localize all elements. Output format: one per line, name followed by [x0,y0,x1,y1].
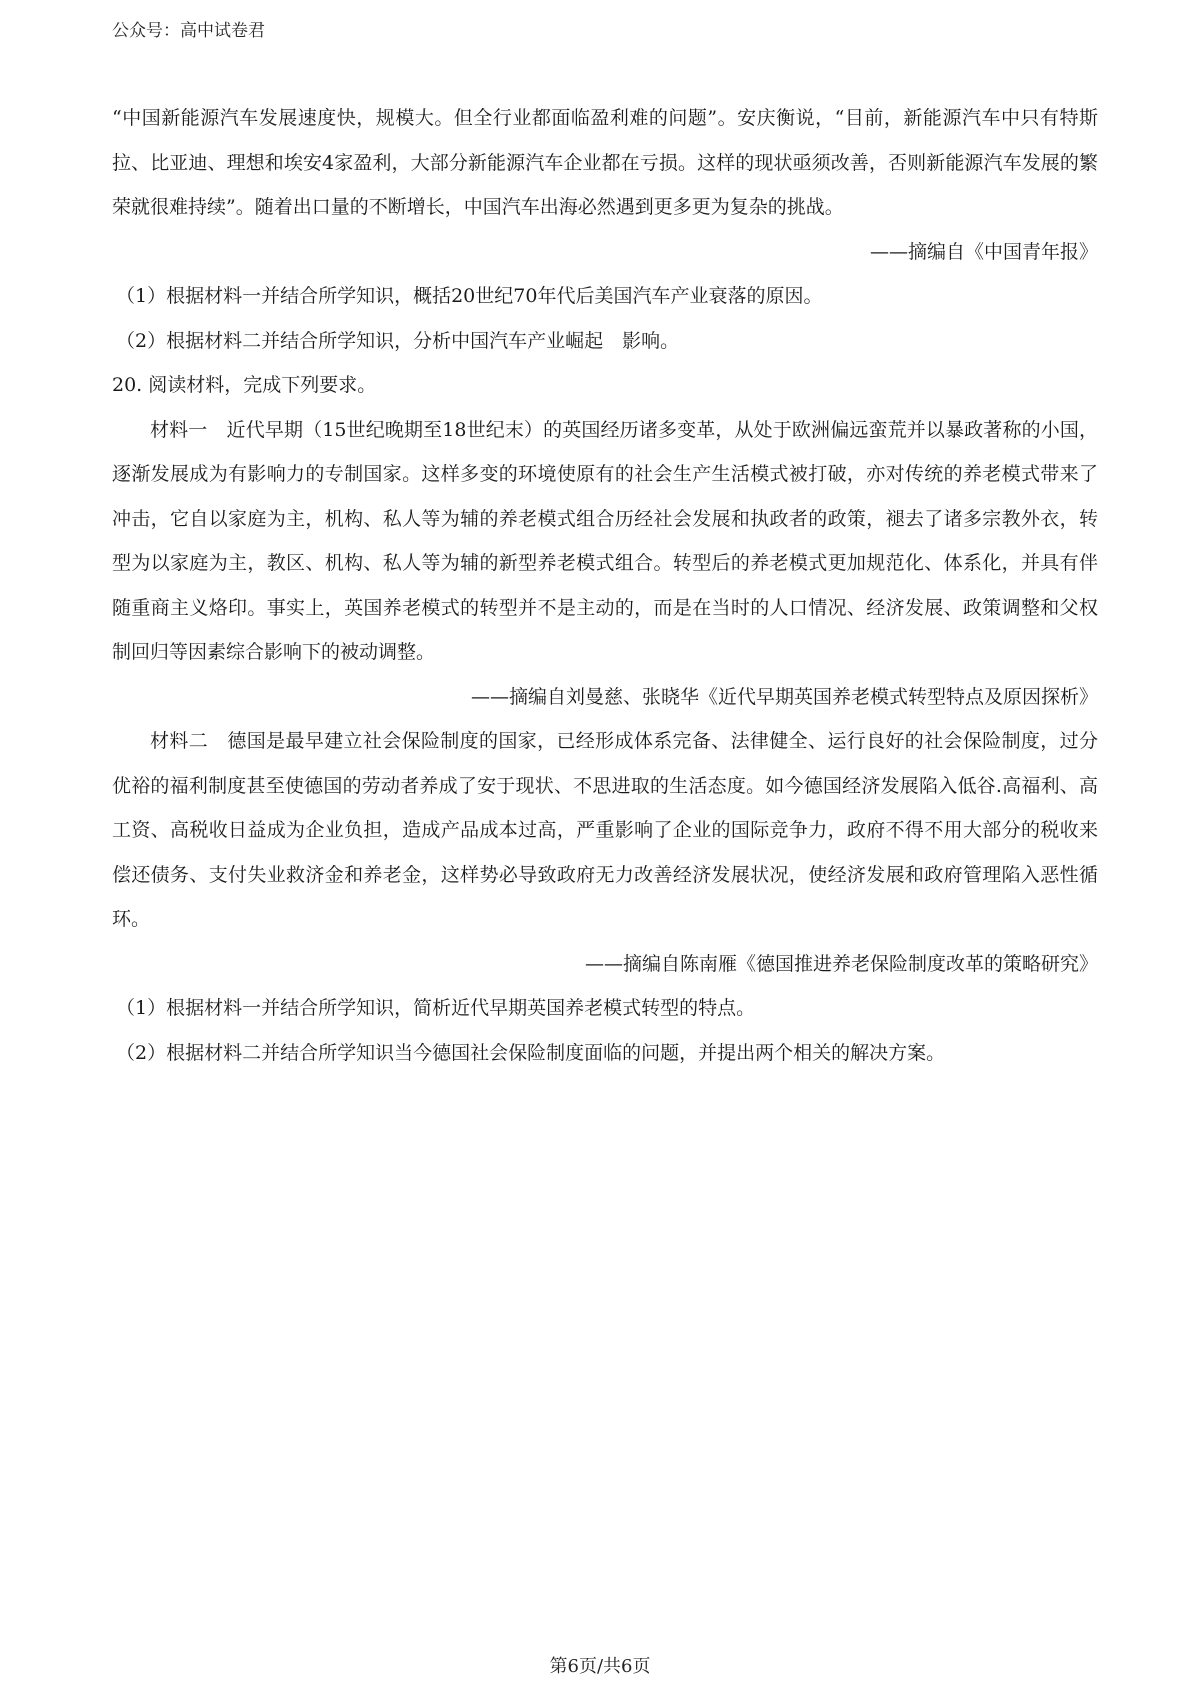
q20-material-1: 材料一 近代早期（15世纪晚期至18世纪末）的英国经历诸多变革，从处于欧洲偏远蛮荒并以暴政著称的小国，逐渐发展成为有影响力的专制国家。这样多变的环境使原有的社会生产生活模式被打破，亦对传统的养老模式带来了冲击，它自以家庭为主，机构、私人等为辅的养老模式组合历经社会发展和执政者的政策，褪去了诸多宗教外衣，转型为以家庭为主，教区、机构、私人等为辅的新型养老模式组合。转型后的养老模式更加规范化、体系化，并具有伴随重商主义烙印。事实上，英国养老模式的转型并不是主动的，而是在当时的人口情况、经济发展、政策调整和父权制回归等因素综合影响下的被动调整。 [112,418,1098,663]
q19-source-citation: ——摘编自《中国青年报》 [869,240,1098,263]
page-number: 第6页/共6页 [549,1656,651,1677]
q20-material-1-source: ——摘编自刘曼慈、张晓华《近代早期英国养老模式转型特点及原因探析》 [470,685,1098,708]
header-wechat-label: 公众号：高中试卷君 [112,21,265,41]
q20-title: 20. 阅读材料，完成下列要求。 [112,374,377,396]
q19-material-paragraph: “中国新能源汽车发展速度快，规模大。但全行业都面临盈利难的问题”。安庆衡说，“目前，新能源汽车中只有特斯拉、比亚迪、理想和埃安4家盈利，大部分新能源汽车企业都在亏损。这样的现状亟须改善，否则新能源汽车发展的繁荣就很难持续”。随着出口量的不断增长，中国汽车出海必然遇到更多更为复杂的挑战。 [112,107,1098,218]
q20-material-2: 材料二 德国是最早建立社会保险制度的国家，已经形成体系完备、法律健全、运行良好的社会保险制度，过分优裕的福利制度甚至使德国的劳动者养成了安于现状、不思进取的生活态度。如今德国经济发展陷入低谷.高福利、高工资、高税收日益成为企业负担，造成产品成本过高，严重影响了企业的国际竞争力，政府不得不用大部分的税收来偿还债务、支付失业救济金和养老金，这样势必导致政府无力改善经济发展状况，使经济发展和政府管理陷入恶性循环。 [112,730,1098,930]
page-content [112,96,1098,1075]
q19-sub-question-2: （2）根据材料二并结合所学知识，分析中国汽车产业崛起 影响。 [116,329,680,352]
q19-sub-question-1: （1）根据材料一并结合所学知识，概括20世纪70年代后美国汽车产业衰落的原因。 [116,285,823,307]
q20-sub-question-1: （1）根据材料一并结合所学知识，简析近代早期英国养老模式转型的特点。 [116,997,756,1019]
q20-material-2-source: ——摘编自陈南雁《德国推进养老保险制度改革的策略研究》 [584,952,1098,975]
q20-sub-question-2: （2）根据材料二并结合所学知识当今德国社会保险制度面临的问题，并提出两个相关的解决方案。 [116,1041,946,1064]
